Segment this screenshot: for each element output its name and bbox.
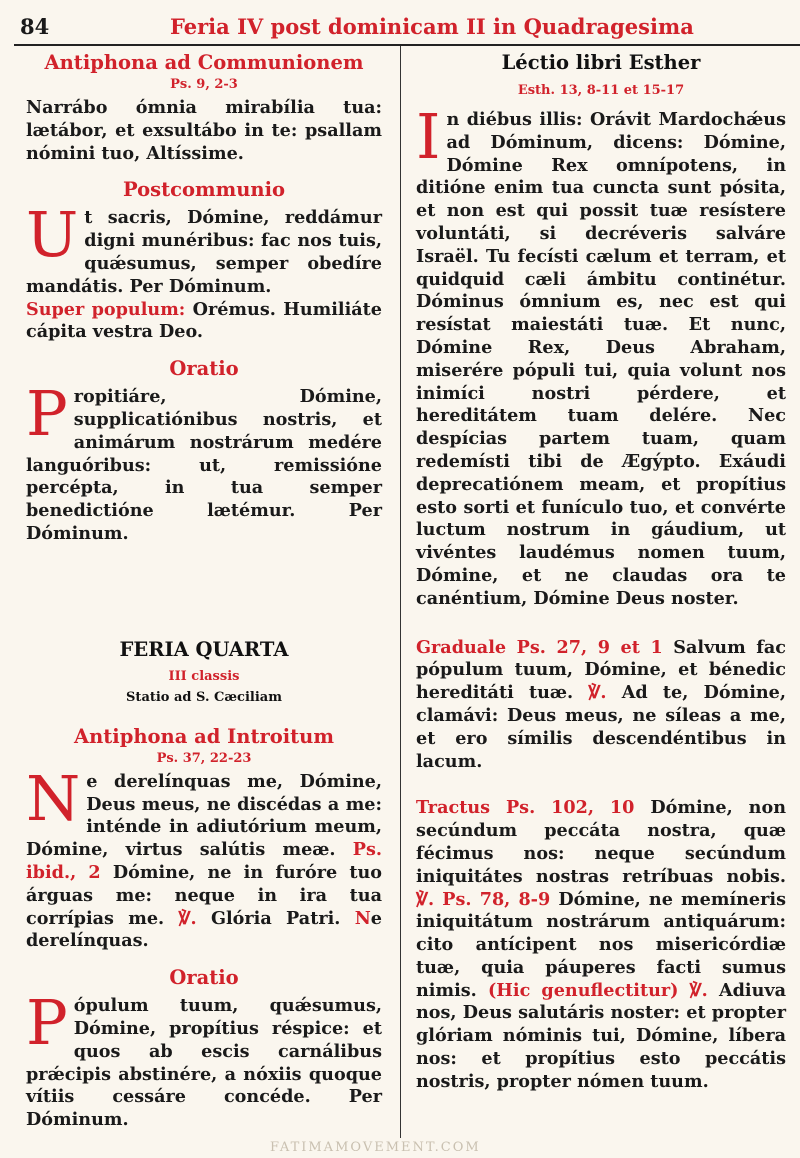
graduale-text: [416, 637, 786, 774]
lectio-title: Léctio libri Esther: [501, 51, 701, 74]
tractus-body-2: Dómine, ne memíneris iniquitátum nostrárum antiquárum: cito antícipent nos misericórdiæ tuæ, quia páuperes facti sumus nimis.: [416, 888, 786, 1001]
graduale-section: [416, 637, 786, 774]
oratio2-title: Oratio: [169, 966, 239, 990]
feria-classis: III classis: [168, 668, 240, 684]
oratio1-section: [26, 356, 382, 546]
communio-section: [26, 50, 382, 165]
oratio1-text: [26, 377, 382, 546]
postcommunio-title: Postcommunio: [122, 178, 286, 202]
column-divider: [400, 46, 401, 1138]
super-populum: [26, 299, 382, 345]
introitus-title: Antiphona ad Introitum: [73, 724, 334, 748]
communio-title: Antiphona ad Communionem: [44, 51, 364, 74]
tractus-text: [416, 797, 786, 1093]
lectio-text: [416, 100, 786, 611]
introitus-body-1: e derelínquas me, Dómine, Deus meus, ne discédas a me: inténde in adiutórium meum, Dómine, virtus salútis meæ.: [26, 770, 382, 861]
oratio2-text: [26, 986, 382, 1132]
graduale-body-2: Ad te, Dómine, clamávi: Deus meus, ne síleas a me, et ero símilis descendéntibus in lacum.: [416, 682, 786, 772]
tractus-genuflect: (Hic genuflectitur): [487, 979, 679, 1001]
oratio2-section: [26, 965, 382, 1132]
introitus-ps-ref: Ps. ibid., 2: [26, 839, 382, 883]
watermark: FATIMAMOVEMENT.COM: [270, 1140, 481, 1155]
graduale-body-1: Salvum fac pópulum tuum, Dómine, et bénedic hereditáti tuæ.: [416, 636, 786, 704]
running-title: Feria IV post dominicam II in Quadragesima: [170, 14, 694, 39]
tractus-section: [416, 797, 786, 1093]
feria-statio: Statio ad S. Cæciliam: [126, 689, 282, 705]
postcommunio-dropcap: U: [26, 198, 79, 272]
page-header: [0, 0, 800, 40]
feria-title: FERIA QUARTA: [119, 637, 289, 661]
tractus-body-1: Dómine, non secúndum peccáta nostra, quæ fécimus nos: neque secúndum iniquitátes nostras retríbuas nobis.: [416, 797, 786, 887]
lectio-ref: Esth. 13, 8-11 et 15-17: [517, 83, 685, 98]
introitus-text: [26, 761, 383, 953]
introitus-versicle: ℣.: [178, 907, 197, 929]
oratio1-dropcap: P: [26, 377, 68, 451]
tractus-body-3: Adiuva nos, Deus salutáris noster: et propter glóriam nóminis tui, Dómine, líbera nos: et propítius esto peccátis nostris, propter nómen tuum.: [416, 979, 786, 1092]
graduale-versicle: ℣.: [588, 682, 607, 704]
communio-ref: Ps. 9, 2-3: [170, 77, 238, 92]
oratio2-dropcap: P: [26, 986, 68, 1060]
header-rule: [14, 44, 800, 46]
right-column: [416, 50, 786, 1094]
introitus-body-2: Dómine, ne in furóre tuo árguas me: neque in ira tua corrípias me.: [26, 861, 383, 929]
lectio-dropcap: I: [416, 100, 441, 173]
page-number: 84: [20, 14, 50, 39]
graduale-label: Graduale Ps. 27, 9 et 1: [416, 636, 663, 658]
introitus-section: [26, 724, 382, 953]
introitus-body-4: e derelínquas.: [26, 907, 382, 952]
introitus-repeat-initial: N: [354, 907, 371, 929]
postcommunio-text: [26, 198, 382, 298]
introitus-ref: Ps. 37, 22-23: [156, 750, 252, 766]
super-populum-text: Orémus. Humiliáte cápita vestra Deo.: [26, 298, 382, 343]
oratio1-title: Oratio: [169, 357, 239, 381]
lectio-section: [416, 50, 786, 611]
tractus-versicle-2: ℣.: [678, 979, 708, 1001]
oratio1-body: ropitiáre, Dómine, supplicatiónibus nostris, et animárum nostrárum medére languóribus: ut, remissióne percépta, in tua semper benedictióne lætémur. Per Dóminum.: [26, 386, 382, 544]
oratio2-body: ópulum tuum, quǽsumus, Dómine, propítius réspice: et quos ab escis carnálibus prǽcipis abstinére, a nóxiis quoque vítiis cessáre concéde. Per Dóminum.: [26, 995, 382, 1131]
introitus-dropcap: N: [26, 761, 81, 835]
left-column: [26, 50, 382, 1132]
feria-section: [26, 638, 382, 706]
lectio-body: n diébus illis: Orávit Mardochǽus ad Dóminum, dicens: Dómine, Dómine Rex omnípotens, in ditióne enim tua cuncta sunt pósita, et non est qui possit tuæ resístere voluntáti, si decréveris salváre Israël. Tu fecísti cælum et terram, et quidquid cæli ámbitu continétur. Dóminus ómnium es, nec est qui resístat maiestáti tuæ. Et nunc, Dómine Rex, Deus Abraham, miserére pópuli tui, quia volunt nos inimíci nostri pérdere, et hereditátem tuam delére. Nec despícias partem tuam, quam redemísti tibi de Ægýpto. Exáudi deprecatiónem meam, et propítius esto sorti et funículo tuo, et convérte luctum nostrum in gáudium, ut vivéntes laudémus nomen tuum, Dómine, et ne claudas ora te canéntium, Dómine Deus noster.: [416, 109, 786, 609]
super-populum-label: Super populum:: [26, 298, 186, 320]
communio-text: Narrábo ómnia mirabília tua: lætábor, et exsultábo in te: psallam nómini tuo, Altíssime.: [26, 97, 382, 164]
postcommunio-section: [26, 177, 382, 344]
postcommunio-body: t sacris, Dómine, reddámur digni munéribus: fac nos tuis, quǽsumus, semper obedíre mandátis. Per Dóminum.: [26, 207, 382, 297]
tractus-versicle-1: ℣. Ps. 78, 8-9: [416, 888, 551, 910]
introitus-body-3: Glória Patri.: [196, 907, 355, 929]
tractus-label: Tractus Ps. 102, 10: [416, 797, 635, 819]
